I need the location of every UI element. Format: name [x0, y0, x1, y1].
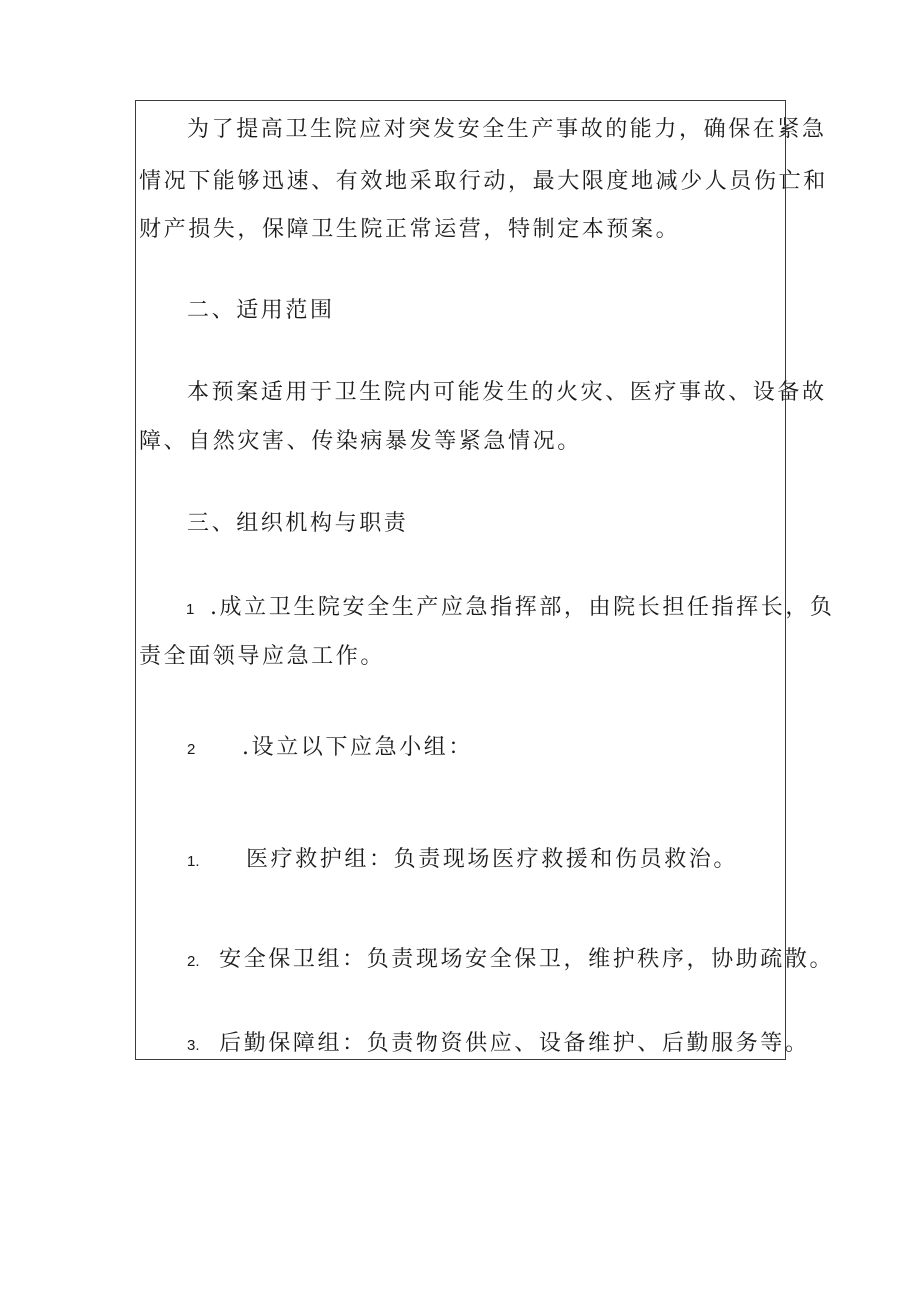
item-1-text: .成立卫生院安全生产应急指挥部，由院长担任指挥长，负: [209, 595, 835, 620]
purpose-line-2: 情况下能够迅速、有效地采取行动，最大限度地减少人员伤亡和: [139, 169, 828, 194]
item-1-second-line: 责全面领导应急工作。: [139, 644, 386, 669]
item-2-text: .设立以下应急小组：: [242, 735, 473, 760]
group-2-text: 安全保卫组：负责现场安全保卫，维护秩序，协助疏散。: [219, 947, 835, 972]
group-2-number: 2.: [187, 953, 200, 970]
group-item-3: [187, 1030, 810, 1060]
group-item-1: [187, 846, 739, 876]
section-heading-organization: 三、组织机构与职责: [187, 511, 409, 536]
item-2-number: 2: [187, 741, 196, 758]
purpose-line-3: 财产损失，保障卫生院正常运营，特制定本预案。: [139, 217, 681, 242]
group-3-number: 3.: [187, 1037, 200, 1054]
item-2-line: [187, 734, 473, 764]
group-3-text: 后勤保障组：负责物资供应、设备维护、后勤服务等。: [219, 1031, 810, 1056]
item-1-first-line: [186, 594, 835, 624]
item-1-number: 1: [186, 601, 195, 618]
group-item-2: [187, 946, 834, 976]
section-heading-scope: 二、适用范围: [187, 298, 335, 323]
document-frame: [135, 100, 786, 1060]
group-1-number: 1.: [187, 853, 200, 870]
purpose-line-1: 为了提高卫生院应对突发安全生产事故的能力，确保在紧急: [187, 117, 827, 142]
scope-line-2: 障、自然灾害、传染病暴发等紧急情况。: [139, 429, 582, 454]
scope-line-1: 本预案适用于卫生院内可能发生的火灾、医疗事故、设备故: [187, 380, 827, 405]
group-1-text: 医疗救护组：负责现场医疗救援和伤员救治。: [246, 847, 739, 872]
